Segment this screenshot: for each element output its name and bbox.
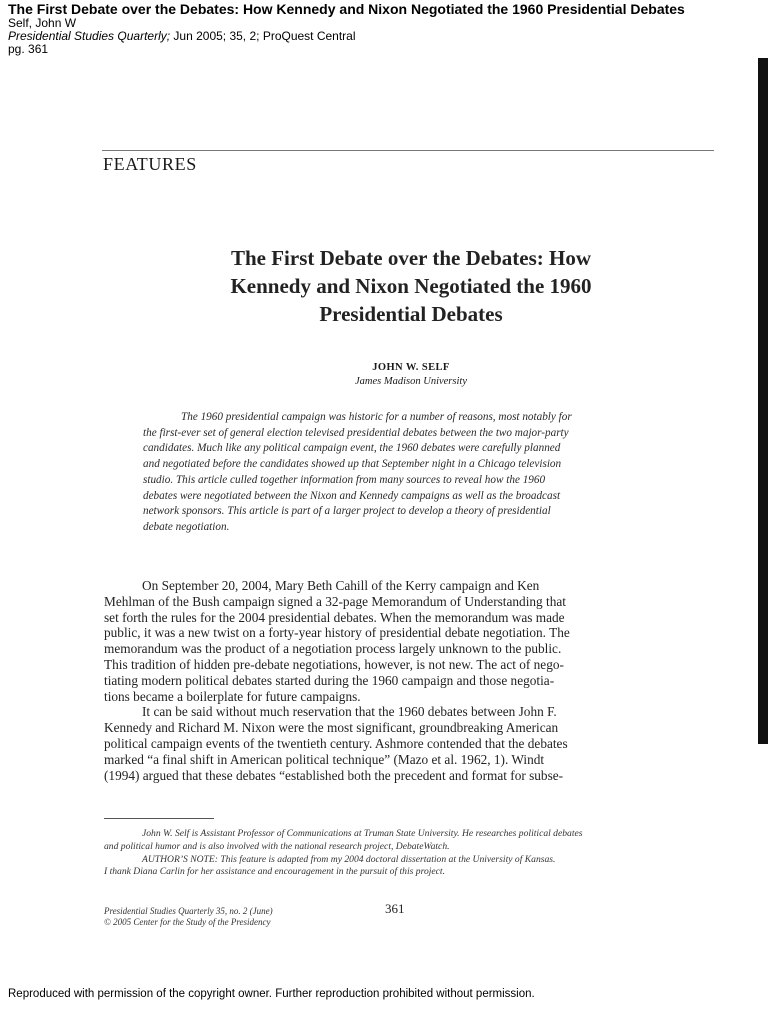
- footnote-rule: [104, 818, 214, 819]
- author-affiliation: James Madison University: [355, 376, 467, 387]
- body-line: memorandum was the product of a negotiation process largely unknown to the public.: [104, 641, 562, 657]
- article-title-line: Presidential Debates: [319, 302, 503, 326]
- document-header: [8, 1, 764, 56]
- footnote-line: AUTHOR’S NOTE: This feature is adapted from my 2004 doctoral dissertation at the University of Kansas.: [142, 853, 556, 865]
- footnotes: [104, 828, 716, 879]
- journal-footer-line: © 2005 Center for the Study of the Presidency: [104, 917, 271, 927]
- body-line: (1994) argued that these debates “established both the precedent and format for subse-: [104, 767, 564, 783]
- document-author: Self, John W: [8, 16, 77, 30]
- abstract: [143, 410, 679, 536]
- journal-name: Presidential Studies Quarterly;: [8, 29, 171, 43]
- reproduction-notice: Reproduced with permission of the copyright owner. Further reproduction prohibited without permission.: [8, 988, 535, 1000]
- document-title: The First Debate over the Debates: How Kennedy and Nixon Negotiated the 1960 Presidential Debates: [8, 1, 685, 17]
- footnote-line: I thank Diana Carlin for her assistance and encouragement in the pursuit of this project.: [104, 866, 445, 878]
- abstract-line: candidates. Much like any political campaign event, the 1960 debates were carefully planned: [143, 442, 561, 455]
- abstract-line: the first-ever set of general election televised presidential debates between the two major-party: [143, 426, 569, 439]
- abstract-line: and negotiated before the candidates showed up that September night in a Chicago television: [143, 458, 562, 471]
- section-label: FEATURES: [103, 154, 197, 174]
- body-text: [104, 578, 716, 783]
- journal-footer: [104, 906, 273, 928]
- body-line: Mehlman of the Bush campaign signed a 32-page Memorandum of Understanding that: [104, 593, 566, 609]
- body-line: marked “a final shift in American political technique” (Mazo et al. 1962, 1). Windt: [104, 751, 545, 767]
- article-title-line: The First Debate over the Debates: How: [230, 246, 592, 270]
- body-line: It can be said without much reservation that the 1960 debates between John F.: [142, 704, 557, 720]
- scan-edge-shadow: [758, 58, 768, 744]
- footnote-line: John W. Self is Assistant Professor of Communications at Truman State University. He researches political debates: [142, 828, 583, 839]
- section-rule: [102, 150, 714, 151]
- abstract-line: debates were negotiated between the Nixon and Kennedy campaigns as well as the broadcast: [143, 489, 561, 502]
- footnote-line: and political humor and is also involved with the national research project, DebateWatch.: [104, 840, 450, 852]
- body-line: This tradition of hidden pre-debate negotiations, however, is not new. The act of nego-: [104, 656, 564, 672]
- body-line: political campaign events of the twentieth century. Ashmore contended that the debates: [104, 735, 568, 751]
- body-line: On September 20, 2004, Mary Beth Cahill of the Kerry campaign and Ken: [142, 578, 540, 593]
- body-line: tiating modern political debates started during the 1960 campaign and those negotia-: [104, 672, 555, 688]
- body-line: set forth the rules for the 2004 presidential debates. When the memorandum was made: [104, 609, 565, 625]
- journal-footer-line: Presidential Studies Quarterly 35, no. 2 (June): [104, 906, 273, 916]
- abstract-line: The 1960 presidential campaign was historic for a number of reasons, most notably for: [181, 411, 572, 423]
- citation-details: Jun 2005; 35, 2; ProQuest Central: [170, 29, 356, 43]
- page-number: 361: [385, 901, 405, 916]
- body-line: Kennedy and Richard M. Nixon were the most significant, groundbreaking American: [104, 720, 559, 736]
- document-citation: [8, 30, 764, 43]
- document-page: pg. 361: [8, 42, 49, 56]
- body-line: public, it was a new twist on a forty-year history of presidential debate negotiation. The: [104, 625, 570, 641]
- abstract-line: debate negotiation.: [143, 520, 230, 533]
- body-line: tions became a boilerplate for future campaigns.: [104, 688, 361, 704]
- article-title-line: Kennedy and Nixon Negotiated the 1960: [230, 274, 592, 298]
- article-title: [104, 244, 718, 328]
- article-author: JOHN W. SELF: [372, 362, 450, 373]
- abstract-line: studio. This article culled together information from many sources to reveal how the 1960: [143, 473, 546, 486]
- abstract-line: network sponsors. This article is part of a larger project to develop a theory of presidential: [143, 505, 551, 518]
